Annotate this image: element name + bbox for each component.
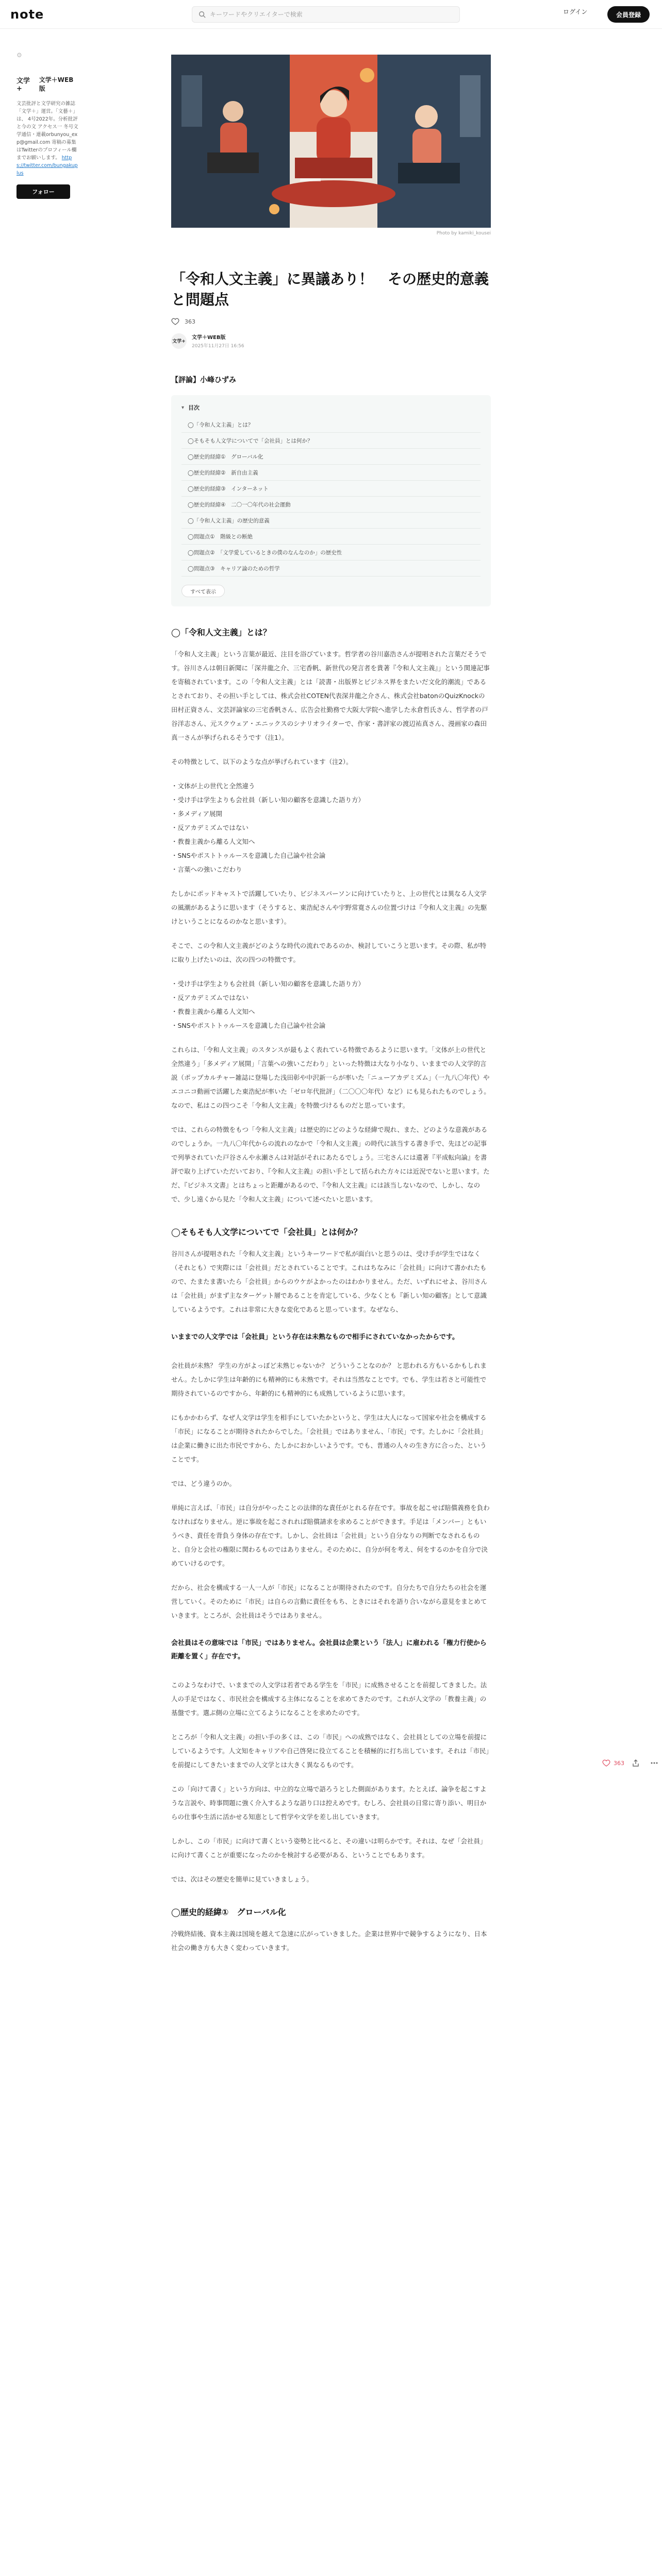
author-meta (192, 333, 244, 349)
profile-bio-text: 文芸批評と文学研究の雑誌「文学＋」運営。「文藝＋」は、 4号2022年。分析批評と今の文 アクセス一 冬号文学通信・連載orbunyou_exp@gmail.com 寄稿の募集はTwitterのプロフィール欄までお願いします。 (16, 101, 78, 161)
paragraph: このようなわけで、いままでの人文学は若者である学生を「市民」に成熟させることを前提してきました。法人の手足ではなく、市民社会を構成する主体になることを求めてきたのです。これが人文学の「教養主義」の基盤です。選ぶ側の立場に立てるようになることを求めたのです。 (171, 1681, 487, 1717)
avatar[interactable]: 文学+ (16, 77, 30, 93)
list-item: ・反アカデミズムではない (171, 824, 249, 832)
hero-image (171, 55, 491, 228)
settings-icon[interactable]: ⚙ (16, 52, 22, 59)
paragraph: では、どう違うのか。 (171, 1480, 236, 1487)
toc-item[interactable]: ◯「令和人文主義」とは？ (181, 417, 481, 433)
paragraph: では、これらの特徴をもつ「令和人文主義」は歴史的にどのような経緯で現れ、また、どのような意義があるのでしょうか。一九八〇年代からの流れのなかで「令和人文主義」の時代に該当する書き手で、先ほどの記事で列挙されていた戸谷さんや永瀬さんは対話がそれにあたるでしょう。三宅さんには遺著『平成転向論』を書評で取り上げていただいており、『令和人文主義』の担い手として括られた方々には近況でないと思います。ただ、『ビジネス文書』とはちょっと距離があるので、『令和人文主義』には該当しないなので、しかし、なので、少し遠くから見た「令和人文主義」について述べたいと思います。 (171, 1126, 490, 1203)
section-heading: ◯そもそも人文学についてで「会社員」とは何か？ (171, 1227, 362, 1237)
hero-illustration (171, 55, 491, 228)
paragraph: この「向けて書く」という方向は、中立的な立場で語ろうとした側面があります。たとえば、論争を起こすような言説や、時事問題に強く介入するような語り口は控えめです。むしろ、会社員の日常に寄り添い、明日からの仕事や生活に活かせる知恵として哲学や文学を差し出していきます。 (171, 1785, 487, 1821)
list-item: ・SNSやポストトゥルースを意識した自己論や社会論 (171, 852, 326, 859)
article (171, 55, 491, 1965)
floating-like-bar[interactable] (602, 1759, 661, 1767)
heart-icon[interactable] (171, 317, 179, 326)
floating-like-count[interactable]: 363 (614, 1759, 624, 1767)
paragraph: 会社員が未熟？ 学生の方がよっぽど未熟じゃないか？ どういうことなのか？ と思われる方もいるかもしれません。たしかに学生は年齢的にも精神的にも未熟です。それは当然なことです。でも、学生は若さと可能性で期待されているのですから、年齢的にも精神的にも成熟しているように思います。 (171, 1362, 487, 1397)
paragraph: そこで、この令和人文主義がどのような時代の流れであるのか、検討していこうと思います。その際、私が特に取り上げたいのは、次の四つの特徴です。 (171, 942, 487, 963)
toc-item[interactable]: ◯問題点① 階級との断絶 (181, 529, 481, 545)
list-item: ・教養主義から離る人文知へ (171, 838, 255, 845)
author-avatar-text: 文学+ (172, 339, 186, 344)
paragraph: しかし、この「市民」に向けて書くという姿勢と比べると、その違いは明らかです。それは、なぜ「会社員」に向けて書くことが重要になったのかを検討する必要がある、ということでもあります。 (171, 1837, 487, 1859)
profile-bio (16, 100, 78, 177)
toc-heading: 目次 (188, 404, 200, 411)
search-icon (198, 11, 206, 18)
list-item: ・文体が上の世代と全然違う (171, 782, 255, 790)
list-item: ・教養主義から離る人文知へ (171, 1008, 255, 1015)
toc-item[interactable]: ◯歴史的経緯② 新自由主義 (181, 465, 481, 481)
list-item: ・言葉への強いこだわり (171, 866, 242, 873)
emphasis-paragraph: 会社員はその意味では「市民」ではありません。会社員は企業という「法人」に雇われる「権力行使から距離を置く」存在です。 (171, 1639, 487, 1660)
chevron-down-icon[interactable]: ▾ (181, 404, 185, 411)
follow-label: フォロー (32, 189, 55, 195)
heart-icon[interactable] (602, 1759, 610, 1767)
paragraph: ところが「令和人文主義」の担い手の多くは、この「市民」への成熟ではなく、会社員としての立場を前提にしているようです。人文知をキャリアや自己啓発に役立てることを積極的に打ち出しています。それは「市民」を前提にしてきたいままでの人文学とは大きく異なるものです。 (171, 1733, 489, 1769)
toc-item[interactable]: ◯歴史的経緯④ 二〇一〇年代の社会運動 (181, 497, 481, 513)
share-icon[interactable] (632, 1759, 640, 1767)
list-item: ・反アカデミズムではない (171, 994, 249, 1002)
paragraph: 谷川さんが提唱された「令和人文主義」というキーワードで私が面白いと思うのは、受け手が学生ではなく（それとも）で実際には「会社員」だとされていることです。これはちなみに「会社員」に向けて書かれたもので、たまたま書いたら「会社員」からのウケがよかったのはわかりません。ただ、いずれにせよ、谷川さんは「会社員」がまず主なターゲット層であることを肯定している、少なくとも『新しい知の顧客』として意識しているようです。これは非常に大きな変化であると思っています。なぜなら、 (171, 1250, 488, 1313)
note-logo[interactable]: note (10, 7, 44, 22)
toc-item[interactable]: ◯「令和人文主義」の歴史的意義 (181, 513, 481, 529)
paragraph: 「令和人文主義」という言葉が最近、注目を浴びています。哲学者の谷川嘉浩さんが提唱された言葉だそうです。谷川さんは朝日新聞に「深井龍之介、三宅香帆、新世代の発言者を貴著『令和人文主義』」という関連記事を寄稿されています。この「令和人文主義」とは「読書・出版界とビジネス界をまたいだ文化的潮流」であるとされており、その担い手としては、株式会社COTEN代表深井龍之介さん、株式会社batonのQuizKnockの田村正資さん、文芸評論家の三宅香帆さん、広告会社勤務で大阪大学院へ進学した永倉哲氏さん、哲学者の戸谷洋志さん、元スクウェア・エニックスのシナリオライターで、作家・書評家の渡辺祐真さん、漫画家の森田真一さんが挙げられるそうです（注1）。 (171, 650, 490, 741)
like-count[interactable]: 363 (185, 318, 195, 325)
paragraph: 単純に言えば、「市民」は自分がやったことの法律的な責任がとれる存在です。事故を起こせば賠償義務を負わなければなりません。逆に事故を起こされれば賠償請求を求めることができます。手足は「メンバー」ともいうべき、責任を背負う身体の存在です。しかし、会社員は「会社員」という自分なりの判断でなされるものと、自分と会社の権限に関わるものではありません。そのために、自分が何を考え、何をするのかを自分で決めていけるのです。 (171, 1504, 490, 1567)
post-date: 2025年11月27日 16:56 (192, 344, 244, 349)
author-profile (16, 52, 78, 199)
search-box[interactable] (192, 6, 460, 23)
toc-show-all-button[interactable]: すべて表示 (181, 585, 225, 597)
paragraph: これらは、「令和人文主義」のスタンスが最もよく表れている特徴であるように思います。「文体が上の世代と全然違う」「多メディア展開」「言葉への強いこだわり」といった特徴は大なり小なり、いままでの人文学的言説（ポップカルチャー雑誌に登場した浅田彰や中沢新一らが率いた「ニューアカデミズム」（一九八〇年代）やエコニコ動画で活躍した東浩紀が率いた「ゼロ年代批評」（二〇〇〇年代）など）にも見られたものでしょう。なので、私はこの四つこそ「令和人文主義」を特徴づけるものだと思っています。 (171, 1046, 490, 1109)
emphasis-paragraph: いままでの人文学では「会社員」という存在は未熟なもので相手にされていなかったからです。 (171, 1333, 459, 1341)
profile-bio-link[interactable]: https://twitter.com/bungakuplus (16, 155, 78, 176)
follow-button[interactable] (16, 184, 70, 199)
more-icon[interactable] (650, 1759, 658, 1767)
author-name[interactable]: 文学＋WEB版 (192, 335, 226, 341)
section-heading: ◯歴史的経緯① グローバル化 (171, 1907, 286, 1917)
profile-name[interactable]: 文学＋WEB版 (39, 76, 74, 92)
list-item: ・多メディア展開 (171, 810, 223, 818)
section-heading: ◯「令和人文主義」とは？ (171, 628, 271, 637)
paragraph: だから、社会を構成する一人一人が「市民」になることが期待されたのです。自分たちで自分たちの社会を運営していく。そのために「市民」は自らの言動に責任をもち、ときにはそれを語り合いながら意見をまとめていきます。ところが、会社員はそうではありません。 (171, 1584, 487, 1619)
search-input[interactable] (210, 11, 452, 18)
signup-button[interactable]: 会員登録 (607, 6, 650, 23)
toc-list (181, 417, 481, 577)
feature-list (171, 977, 491, 1032)
list-item: ・受け手は学生よりも会社員（新しい知の顧客を意識した語り方） (171, 980, 365, 988)
paragraph: その特徴として、以下のような点が挙げられています（注2）。 (171, 758, 353, 766)
toc-item[interactable]: ◯そもそも人文学についてで「会社員」とは何か？ (181, 433, 481, 449)
article-title: 「令和人文主義」に異議あり！ その歴史的意義と問題点 (171, 270, 489, 308)
list-item: ・受け手は学生よりも会社員（新しい知の顧客を意識した語り方） (171, 796, 365, 804)
toc-item[interactable]: ◯問題点② 「文学愛しているときの僕のなんなのか」の歴史性 (181, 545, 481, 561)
list-item: ・SNSやポストトゥルースを意識した自己論や社会論 (171, 1022, 326, 1029)
toc-item[interactable]: ◯歴史的経緯③ インターネット (181, 481, 481, 497)
paragraph: にもかかわらず、なぜ人文学は学生を相手にしていたかというと、学生は大人になって国家や社会を構成する「市民」になることが期待されたからでした。「会社員」ではありません、「市民」です。たしかに「会社員」は企業に働きに出た市民ですから、たしかにおかしいようです。でも、普通の人々の生き方に合った、ということです。 (171, 1414, 487, 1463)
profile-name-row[interactable] (16, 75, 78, 93)
toc-item[interactable]: ◯歴史的経緯① グローバル化 (181, 449, 481, 465)
paragraph: では、次はその歴史を簡単に見ていきましょう。 (171, 1875, 313, 1883)
toc-header[interactable] (181, 403, 481, 412)
table-of-contents (171, 395, 491, 606)
article-lead: 【評論】小峰ひずみ (171, 376, 236, 384)
site-header (0, 0, 662, 29)
author-avatar[interactable] (171, 333, 187, 349)
photo-credit[interactable]: Photo by kamiki_kousei (436, 231, 491, 236)
feature-list (171, 779, 491, 876)
author-row[interactable] (171, 333, 491, 349)
paragraph: 冷戦終結後、資本主義は国境を越えて急速に広がっていきました。企業は世界中で競争するようになり、日本社会の働き方も大きく変わっていきます。 (171, 1930, 487, 1952)
paragraph: たしかにポッドキャストで活躍していたり、ビジネスパーソンに向けていたりと、上の世代とは異なる人文学の風潮があるように思います（そうすると、東浩紀さんや宇野常寛さんの位置づけは『令和人文主義』の先駆けということになるのかなと思います）。 (171, 890, 487, 925)
likes-row[interactable] (171, 317, 491, 326)
toc-item[interactable]: ◯問題点③ キャリア論のための哲学 (181, 561, 481, 577)
login-link[interactable]: ログイン (563, 8, 588, 15)
